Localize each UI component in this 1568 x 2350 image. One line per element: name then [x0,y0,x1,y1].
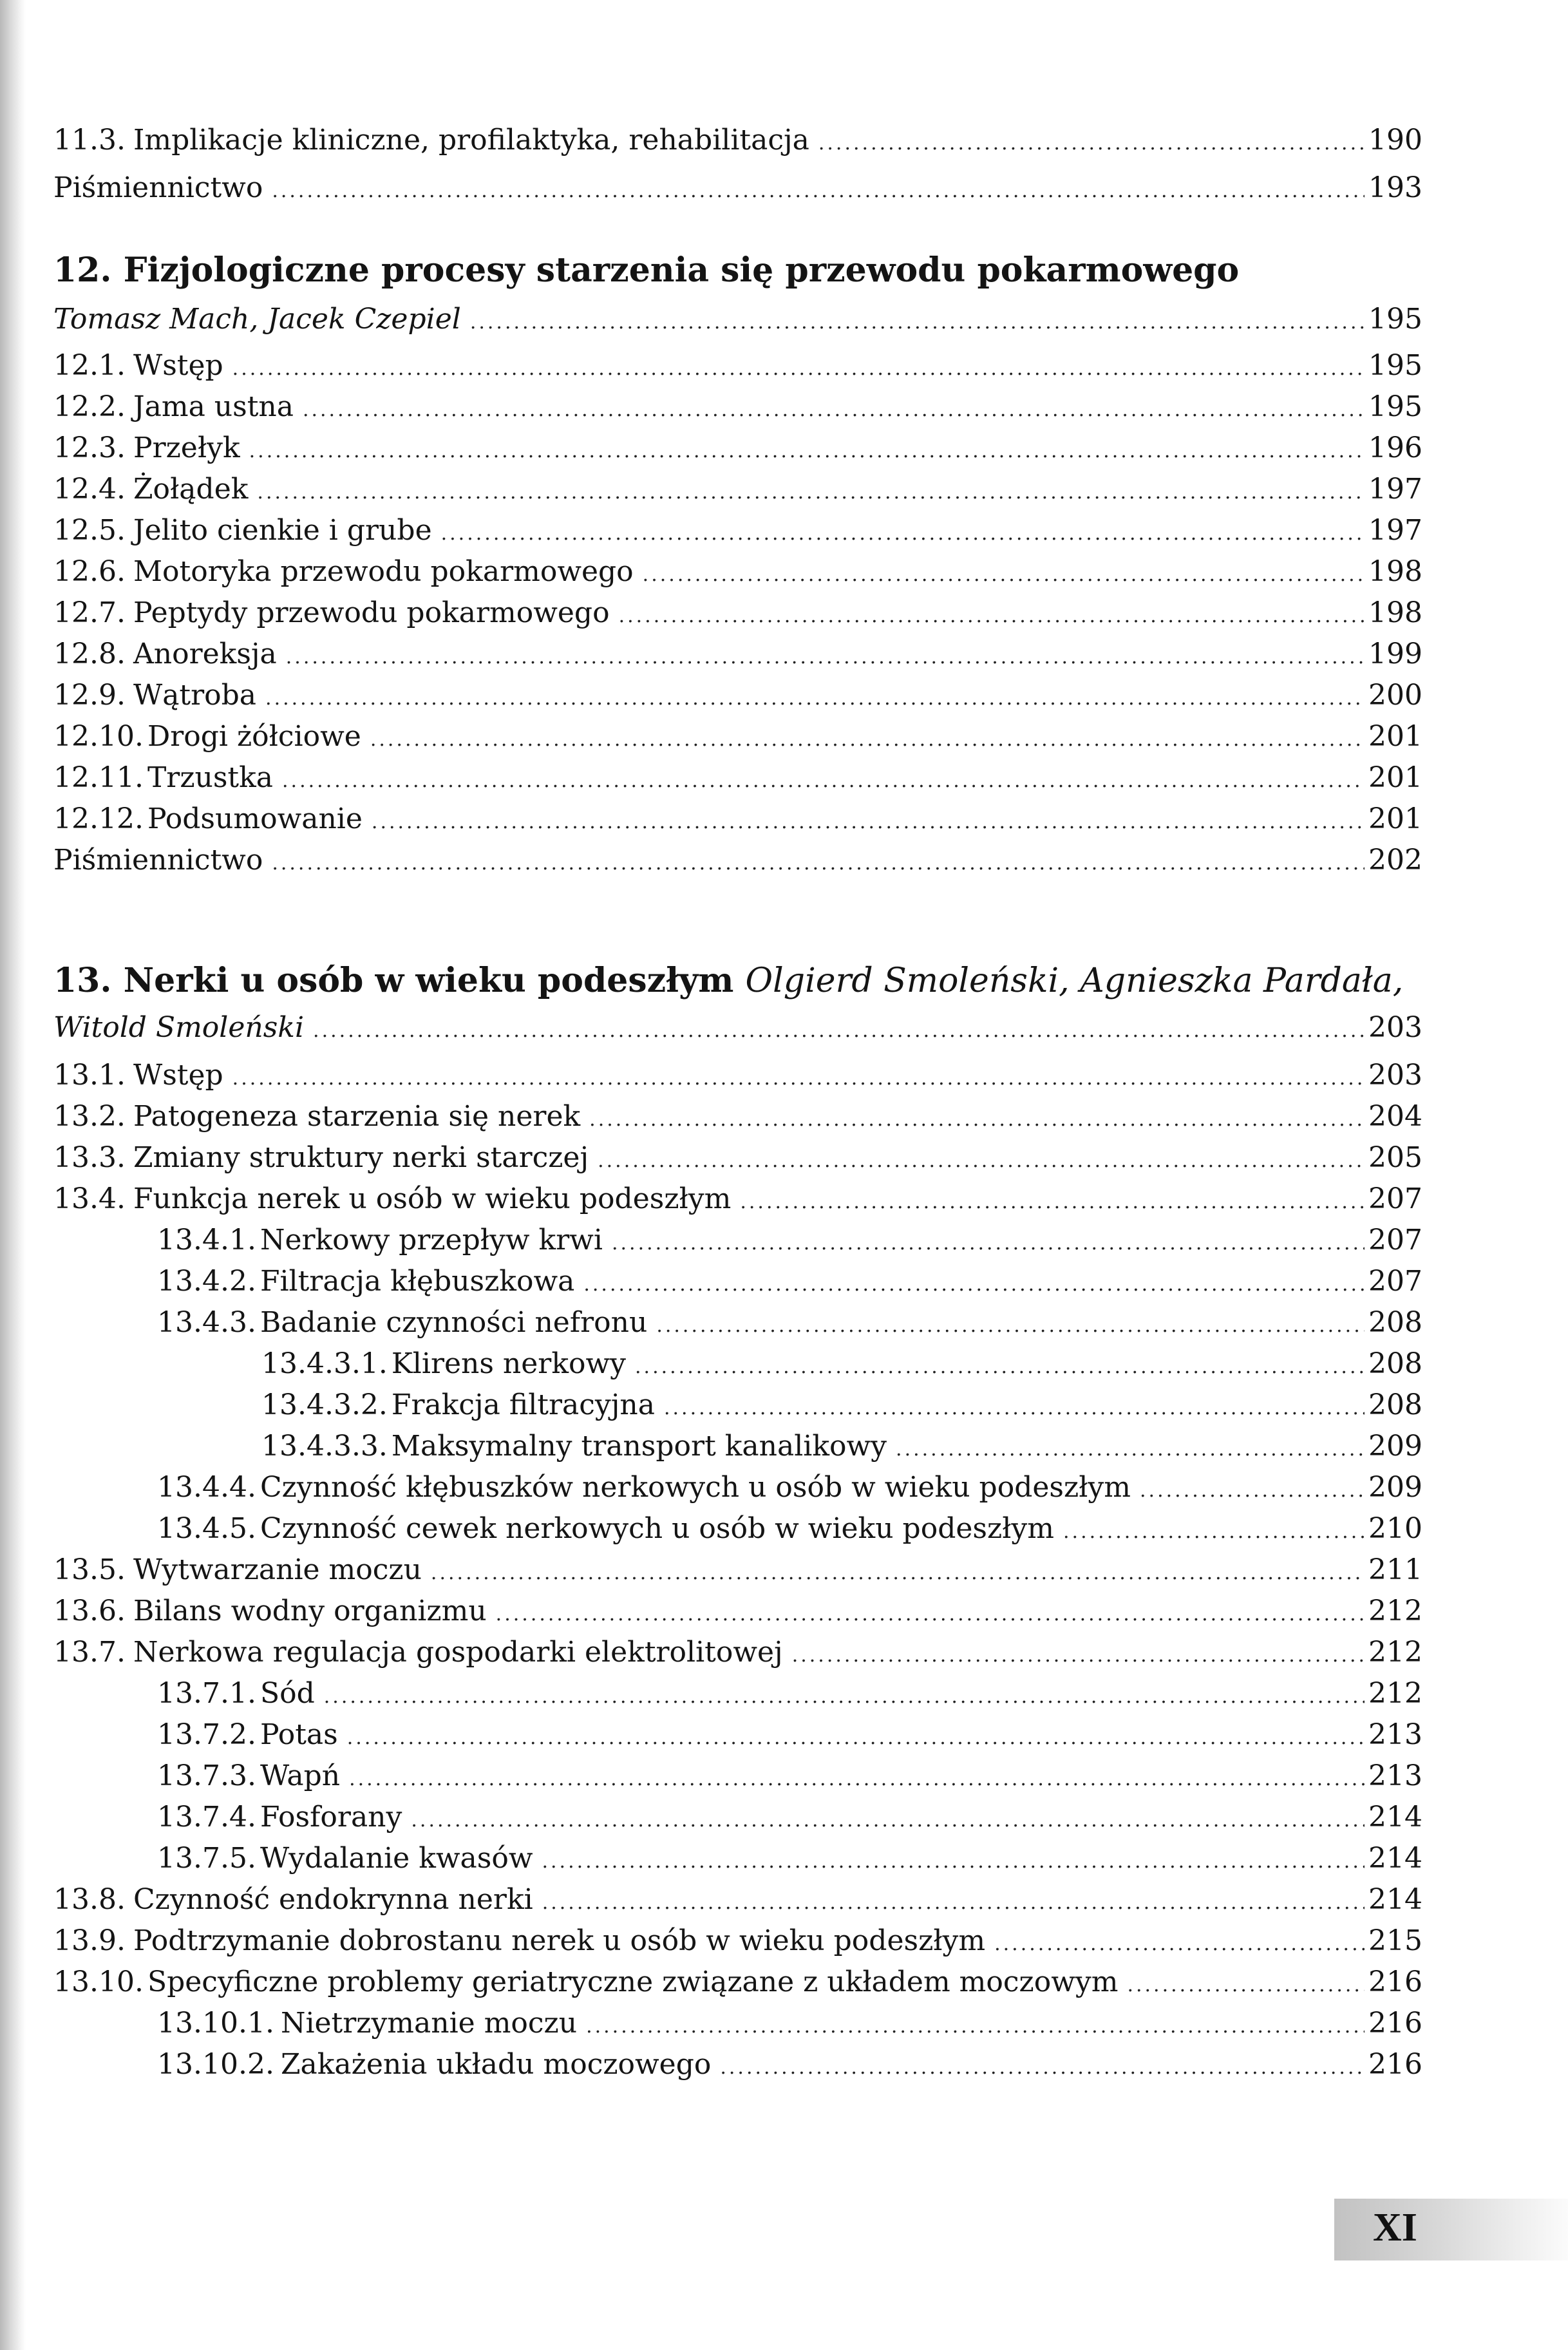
toc-entry[interactable] [0,1261,1568,1302]
toc-entry[interactable] [0,1838,1568,1879]
toc-entry[interactable] [0,675,1568,716]
entry-title: Specyficzne problemy geriatryczne związane z układem moczowym [147,1966,1119,1998]
dot-leader [303,390,1365,431]
entry-title: Podtrzymanie dobrostanu nerek u osób w wieku podeszłym [133,1924,986,1957]
entry-number: 13.4.3.2. [261,1388,388,1421]
entry-page: 214 [1368,1842,1422,1875]
chapter-authors: Olgierd Smoleński, Agnieszka Pardała, [745,962,1404,1000]
toc-entry[interactable] [0,1714,1568,1756]
dot-leader [612,1223,1365,1264]
dot-leader [818,123,1365,164]
dot-leader [643,554,1365,596]
dot-leader [1127,1965,1365,2006]
entry-page: 213 [1368,1718,1422,1751]
entry-page: 209 [1368,1471,1422,1504]
toc-entry[interactable] [0,1055,1568,1096]
entry-page: 203 [1368,1011,1422,1044]
toc-entry[interactable] [0,716,1568,757]
entry-number: 13.7.4. [157,1801,256,1834]
entry-number: 12.10. [53,720,144,753]
chapter-title: Fizjologiczne procesy starzenia się przewodu pokarmowego [123,251,1240,290]
toc-entry[interactable] [0,1220,1568,1261]
dot-leader [272,843,1365,884]
entry-page: 207 [1368,1265,1422,1298]
entry-number: 13.4.4. [157,1471,256,1504]
entry-number: 12.7. [53,596,126,629]
entry-page: 212 [1368,1677,1422,1710]
toc-entry[interactable] [0,1591,1568,1632]
entry-title: Żołądek [133,473,249,506]
dot-leader [324,1676,1365,1718]
entry-title: Badanie czynności nefronu [260,1306,648,1339]
entry-title: Motoryka przewodu pokarmowego [133,555,634,588]
toc-entry[interactable] [0,799,1568,840]
toc-entry[interactable] [0,1632,1568,1673]
toc-entry[interactable] [0,2003,1568,2044]
entry-number: 12.2. [53,390,126,423]
dot-leader [370,719,1365,761]
dot-leader [589,1099,1365,1141]
entry-title: Patogeneza starzenia się nerek [133,1100,581,1133]
entry-number: 13.7.5. [157,1842,256,1875]
entry-page: 212 [1368,1636,1422,1669]
entry-number: 12.3. [53,431,126,464]
entry-number: 12.6. [53,555,126,588]
toc-entry[interactable] [0,634,1568,675]
entry-title: Trzustka [147,761,274,794]
dot-leader [635,1347,1365,1388]
entry-title: Jama ustna [133,390,294,423]
entry-number: 13.8. [53,1883,126,1916]
entry-page: 216 [1368,2048,1422,2081]
entry-number: 13.7.2. [157,1718,256,1751]
entry-number: 13.1. [53,1059,126,1092]
dot-leader [656,1305,1365,1347]
entry-title: Czynność endokrynna nerki [133,1883,533,1916]
dot-leader [265,678,1365,719]
entry-number: 12.8. [53,638,126,670]
dot-leader [411,1800,1365,1841]
entry-page: 202 [1368,844,1422,877]
dot-leader [249,431,1365,472]
entry-number: 13.9. [53,1924,126,1957]
dot-leader [1063,1511,1365,1553]
entry-number: 13.7.1. [157,1677,256,1710]
entry-title: Nietrzymanie moczu [280,2007,578,2040]
entry-page: 199 [1368,638,1422,670]
entry-page: 204 [1368,1100,1422,1133]
dot-leader [441,513,1365,554]
entry-page: 201 [1368,761,1422,794]
entry-title: Czynność cewek nerkowych u osób w wieku podeszłym [260,1512,1055,1545]
toc-entry[interactable] [0,840,1568,881]
entry-title: Wytwarzanie moczu [133,1553,422,1586]
entry-title: Wątroba [133,679,257,712]
chapter-authors-line[interactable] [0,1007,1568,1048]
toc-entry[interactable] [0,757,1568,799]
entry-page: 198 [1368,596,1422,629]
dot-leader [349,1759,1365,1800]
entry-page: 208 [1368,1388,1422,1421]
entry-title: Zmiany struktury nerki starczej [133,1141,589,1174]
entry-title: Anoreksja [133,638,277,670]
entry-number: 13.10.2. [157,2048,274,2081]
entry-page: 193 [1368,171,1422,204]
dot-leader [664,1388,1365,1429]
entry-page: 216 [1368,2007,1422,2040]
entry-title: Przełyk [133,431,240,464]
dot-leader [542,1882,1365,1924]
toc-entry[interactable] [0,345,1568,386]
chapter-title: Nerki u osób w wieku podeszłym [123,961,734,1000]
entry-page: 214 [1368,1883,1422,1916]
entry-page: 201 [1368,802,1422,835]
entry-number: 12.4. [53,473,126,506]
toc-entry[interactable] [0,510,1568,551]
entry-number: 13.6. [53,1595,126,1627]
entry-page: 207 [1368,1182,1422,1215]
dot-leader [282,761,1365,802]
dot-leader [272,171,1365,212]
entry-number: 13.2. [53,1100,126,1133]
dot-leader [792,1635,1365,1676]
entry-title: Wstęp [133,349,223,382]
toc-entry[interactable] [0,1508,1568,1549]
entry-title: Implikacje kliniczne, profilaktyka, rehabilitacja [133,124,809,156]
entry-title: Zakażenia układu moczowego [280,2048,712,2081]
toc-entry[interactable] [0,1756,1568,1797]
entry-title: Piśmiennictwo [53,844,263,877]
dot-leader [347,1718,1365,1759]
entry-page: 207 [1368,1224,1422,1256]
entry-number: 13.7. [53,1636,126,1669]
entry-title: Czynność kłębuszków nerkowych u osób w wieku podeszłym [260,1471,1131,1504]
entry-page: 205 [1368,1141,1422,1174]
dot-leader [496,1594,1365,1635]
entry-number: 13.4.3.3. [261,1430,388,1463]
entry-page: 197 [1368,473,1422,506]
entry-number: 12.5. [53,514,126,547]
dot-leader [583,1264,1365,1305]
chapter-authors: Tomasz Mach, Jacek Czepiel [53,303,461,336]
entry-number: 13.4.1. [157,1224,256,1256]
dot-leader [1140,1470,1365,1511]
entry-number: 13.10.1. [157,2007,274,2040]
dot-leader [598,1141,1365,1182]
entry-title: Klirens nerkowy [391,1347,626,1380]
entry-number: 13.4.3.1. [261,1347,388,1380]
chapter-authors-line[interactable] [0,299,1568,340]
entry-page: 196 [1368,431,1422,464]
entry-number: 13.7.3. [157,1759,256,1792]
page-number-badge [1334,2199,1568,2260]
dot-leader [431,1553,1365,1594]
dot-leader [313,1010,1365,1052]
entry-page: 198 [1368,555,1422,588]
entry-page: 200 [1368,679,1422,712]
dot-leader [896,1429,1365,1470]
entry-title: Drogi żółciowe [147,720,361,753]
toc-entry[interactable] [0,120,1568,161]
entry-page: 208 [1368,1306,1422,1339]
entry-title: Funkcja nerek u osób w wieku podeszłym [133,1182,732,1215]
toc-entry[interactable] [0,1426,1568,1467]
chapter-heading[interactable] [53,248,1239,293]
toc-entry[interactable] [0,1962,1568,2003]
toc-entry[interactable] [0,1549,1568,1591]
entry-number: 13.3. [53,1141,126,1174]
entry-page: 208 [1368,1347,1422,1380]
dot-leader [720,2047,1365,2089]
toc-entry[interactable] [0,1137,1568,1179]
entry-title: Wstęp [133,1059,223,1092]
toc-entry[interactable] [0,1302,1568,1343]
dot-leader [994,1924,1365,1965]
entry-title: Frakcja filtracyjna [391,1388,655,1421]
entry-title: Fosforany [260,1801,402,1834]
entry-page: 201 [1368,720,1422,753]
entry-title: Peptydy przewodu pokarmowego [133,596,610,629]
entry-page: 203 [1368,1059,1422,1092]
entry-title: Nerkowy przepływ krwi [260,1224,603,1256]
entry-page: 213 [1368,1759,1422,1792]
entry-page: 195 [1368,349,1422,382]
entry-title: Jelito cienkie i grube [133,514,432,547]
entry-page: 214 [1368,1801,1422,1834]
entry-page: 211 [1368,1553,1422,1586]
toc-entry[interactable] [0,2044,1568,2085]
toc-entry[interactable] [0,1673,1568,1714]
toc-entry[interactable] [0,1879,1568,1920]
toc-entry[interactable] [0,1179,1568,1220]
toc-entry[interactable] [0,428,1568,469]
toc-entry[interactable] [0,386,1568,428]
toc-entry[interactable] [0,592,1568,634]
entry-page: 216 [1368,1966,1422,1998]
entry-number: 12.12. [53,802,144,835]
entry-title: Piśmiennictwo [53,171,263,204]
chapter-number: 12. [53,251,112,290]
toc-entry[interactable] [0,551,1568,592]
dot-leader [286,637,1365,678]
entry-number: 11.3. [53,124,126,156]
entry-page: 215 [1368,1924,1422,1957]
entry-number: 12.9. [53,679,126,712]
entry-page: 212 [1368,1595,1422,1627]
dot-leader [740,1182,1365,1223]
dot-leader [232,1058,1365,1099]
entry-title: Potas [260,1718,338,1751]
toc-entry[interactable] [0,1096,1568,1137]
chapter-authors: Witold Smoleński [53,1011,305,1044]
dot-leader [586,2006,1365,2047]
chapter-heading[interactable] [53,958,1403,1003]
entry-number: 13.10. [53,1966,144,1998]
dot-leader [232,348,1365,390]
entry-page: 195 [1368,390,1422,423]
dot-leader [257,472,1365,513]
entry-title: Nerkowa regulacja gospodarki elektrolitowej [133,1636,783,1669]
dot-leader [470,302,1365,343]
chapter-number: 13. [53,961,112,1000]
entry-number: 13.4.5. [157,1512,256,1545]
entry-title: Bilans wodny organizmu [133,1595,487,1627]
dot-leader [542,1841,1365,1882]
entry-page: 197 [1368,514,1422,547]
dot-leader [619,596,1365,637]
entry-number: 12.11. [53,761,144,794]
entry-title: Wapń [260,1759,341,1792]
toc-entry[interactable] [0,1797,1568,1838]
page-folio: XI [1373,2206,1417,2250]
toc-entry[interactable] [0,1920,1568,1962]
entry-number: 13.4.3. [157,1306,256,1339]
entry-page: 190 [1368,124,1422,156]
entry-page: 195 [1368,303,1422,336]
dot-leader [372,802,1365,843]
toc-entry[interactable] [0,1343,1568,1385]
toc-entry[interactable] [0,1385,1568,1426]
entry-title: Maksymalny transport kanalikowy [391,1430,887,1463]
toc-entry[interactable] [0,1467,1568,1508]
entry-title: Podsumowanie [147,802,363,835]
entry-page: 209 [1368,1430,1422,1463]
entry-title: Filtracja kłębuszkowa [260,1265,575,1298]
entry-number: 13.4.2. [157,1265,256,1298]
toc-entry[interactable] [0,167,1568,209]
entry-number: 12.1. [53,349,126,382]
entry-number: 13.4. [53,1182,126,1215]
toc-entry[interactable] [0,469,1568,510]
entry-number: 13.5. [53,1553,126,1586]
entry-title: Sód [260,1677,315,1710]
entry-title: Wydalanie kwasów [260,1842,533,1875]
entry-page: 210 [1368,1512,1422,1545]
